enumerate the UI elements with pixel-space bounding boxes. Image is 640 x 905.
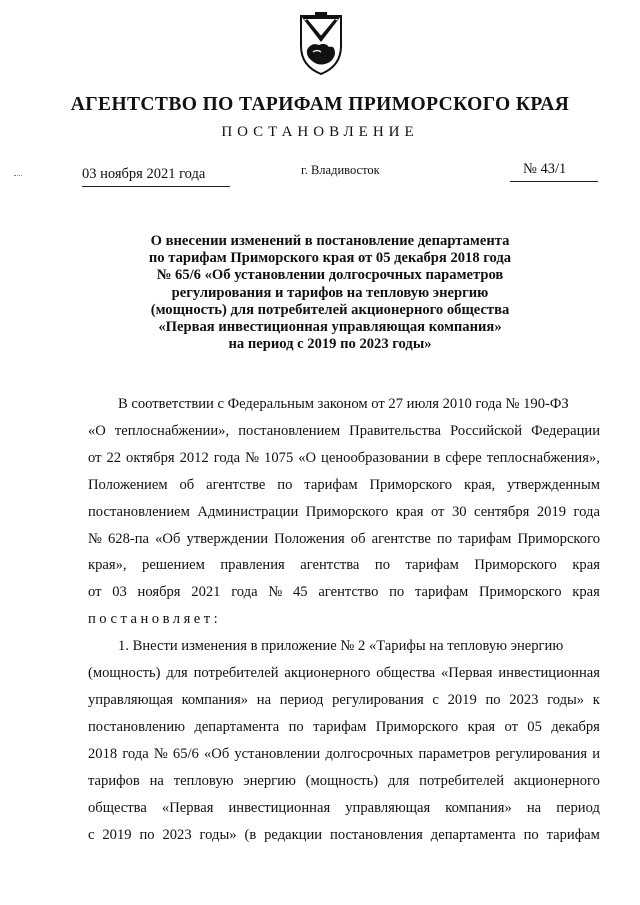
body-word: (мощность) <box>88 665 161 682</box>
body-line <box>88 660 600 687</box>
body-word: период <box>556 799 600 816</box>
number-underline <box>510 181 598 182</box>
body-word: параметров <box>418 745 491 762</box>
body-word: тарифов <box>88 772 140 789</box>
body-word: период <box>279 691 324 708</box>
title-line: «Первая инвестиционная управляющая компания» <box>158 319 502 336</box>
body-word: об <box>179 476 195 493</box>
body-word: декабря <box>551 718 600 735</box>
body-line: постановляет: <box>88 611 222 628</box>
body-word: инвестиционная <box>228 799 331 816</box>
date-underline <box>82 186 230 187</box>
body-word: Приморского <box>375 718 459 735</box>
body-word: 45 <box>293 584 308 601</box>
body-word: сентября <box>474 503 530 520</box>
body-word: «О <box>298 449 317 466</box>
body-word: тарифам <box>313 718 367 735</box>
body-word: № <box>268 584 283 601</box>
document-type: ПОСТАНОВЛЕНИЕ <box>221 124 419 140</box>
body-word: об <box>350 530 366 547</box>
body-word: по <box>523 826 539 843</box>
body-word: края, <box>463 476 496 493</box>
body-word: по <box>139 826 155 843</box>
body-line <box>88 472 600 499</box>
body-word: Приморского <box>479 584 562 601</box>
body-word: годы» <box>199 826 237 843</box>
body-word: регулирования <box>495 745 588 762</box>
body-word: сфере <box>445 449 482 466</box>
body-word: Федерации <box>531 422 600 439</box>
body-word: от <box>88 584 102 601</box>
body-word: агентстве <box>371 530 431 547</box>
body-word: на <box>526 799 542 816</box>
body-word: ноября <box>137 584 181 601</box>
body-word: (мощность) <box>305 772 379 789</box>
body-line <box>88 579 600 606</box>
body-word: регулирования <box>332 691 424 708</box>
body-word: по <box>436 530 453 547</box>
body-word: теплоснабжения», <box>486 449 600 466</box>
body-line <box>88 687 600 714</box>
body-word: «Об <box>155 530 181 547</box>
title-line: регулирования и тарифов на тепловую энергию <box>171 284 489 301</box>
body-word: тепловую <box>173 772 234 789</box>
body-word: ценообразовании <box>321 449 429 466</box>
body-word: компания» <box>445 799 512 816</box>
body-word: 2018 <box>88 745 118 762</box>
body-word: 22 <box>106 449 122 466</box>
body-word: годы» <box>547 691 585 708</box>
body-line <box>88 552 600 579</box>
body-word: 2023 <box>162 826 192 843</box>
body-word: агентство <box>318 584 379 601</box>
body-word: года <box>213 449 241 466</box>
body-word: на <box>256 691 272 708</box>
body-word: края <box>572 557 600 574</box>
body-word: постановлением <box>88 503 190 520</box>
body-word: по <box>485 691 501 708</box>
body-word: решением <box>142 557 205 574</box>
body-word: и <box>592 745 600 762</box>
body-word: по <box>288 718 304 735</box>
body-word: по <box>389 584 405 601</box>
body-word: департамента <box>430 826 516 843</box>
body-word: утвержденным <box>507 476 600 493</box>
coat-of-arms-icon <box>295 12 347 78</box>
body-word: компания» <box>181 691 249 708</box>
body-word: энергию <box>243 772 296 789</box>
title-line: (мощность) для потребителей акционерного общества <box>150 301 510 318</box>
title-line: О внесении изменений в постановление департамента <box>150 233 510 249</box>
body-word: Положением <box>88 476 168 493</box>
document-number: № 43/1 <box>523 161 567 177</box>
title-line: по тарифам Приморского края от 05 декабря 2018 года <box>148 250 512 267</box>
body-word: акционерного <box>284 665 371 682</box>
body-word: 2021 <box>191 584 221 601</box>
body-word: края <box>572 584 600 601</box>
document-date: 03 ноября 2021 года <box>82 166 206 182</box>
body-word: акционерного <box>513 772 600 789</box>
body-word: правления <box>220 557 285 574</box>
body-line <box>88 445 600 472</box>
body-line: В соответствии с Федеральным законом от 27 июля 2010 года № 190-ФЗ <box>118 396 569 412</box>
body-word: № <box>153 745 168 762</box>
title-line: № 65/6 «Об установлении долгосрочных параметров <box>156 267 504 284</box>
body-word: «Об <box>203 745 230 762</box>
body-word: тарифам <box>546 826 600 843</box>
document-title <box>130 233 530 353</box>
body-word: потребителей <box>419 772 505 789</box>
body-word: департамента <box>194 718 280 735</box>
body-word: «О <box>88 422 106 439</box>
body-word: 1075 <box>264 449 294 466</box>
body-word: управляющая <box>88 691 173 708</box>
body-word: Приморского <box>517 530 600 547</box>
body-word: 05 <box>527 718 542 735</box>
body-word: 2019 <box>102 826 132 843</box>
body-word: Положения <box>274 530 345 547</box>
body-line <box>88 768 600 795</box>
body-word: от <box>430 503 445 520</box>
body-line: 1. Внести изменения в приложение № 2 «Тарифы на тепловую энергию <box>118 638 564 655</box>
body-word: 2012 <box>179 449 209 466</box>
body-word: с <box>432 691 439 708</box>
body-line <box>88 499 600 526</box>
body-word: общества <box>88 799 147 816</box>
body-word: общества <box>376 665 436 682</box>
body-word: в <box>433 449 441 466</box>
body-word: от <box>88 449 102 466</box>
body-word: для <box>387 772 410 789</box>
body-line <box>88 418 600 445</box>
body-word: Приморского <box>305 503 389 520</box>
body-word: по <box>374 557 390 574</box>
body-word: года <box>231 584 258 601</box>
body-word: № <box>245 449 260 466</box>
body-word: от <box>504 718 518 735</box>
body-word: на <box>149 772 164 789</box>
body-word: к <box>592 691 600 708</box>
body-word: долгосрочных <box>325 745 414 762</box>
body-word: края», <box>88 557 127 574</box>
body-word: инвестиционная <box>498 665 600 682</box>
body-word: управляющая <box>345 799 431 816</box>
body-word: агентстве <box>206 476 266 493</box>
body-word: (в <box>244 826 257 843</box>
title-line: на период с 2019 по 2023 годы» <box>228 336 432 353</box>
body-word: года <box>122 745 149 762</box>
body-line <box>88 741 600 768</box>
body-word: 2019 <box>536 503 567 520</box>
body-line <box>88 795 600 822</box>
body-word: края <box>395 503 424 520</box>
agency-name: АГЕНТСТВО ПО ТАРИФАМ ПРИМОРСКОГО КРАЯ <box>70 94 570 115</box>
body-word: 03 <box>112 584 127 601</box>
body-word: редакции <box>264 826 323 843</box>
body-word: постановлением <box>238 422 341 439</box>
body-word: 628-па <box>108 530 150 547</box>
body-word: года <box>573 503 600 520</box>
body-word: 2019 <box>447 691 477 708</box>
body-word: по <box>277 476 293 493</box>
body-word: утверждении <box>186 530 269 547</box>
margin-mark <box>14 175 22 180</box>
body-word: октября <box>126 449 175 466</box>
body-word: для <box>166 665 188 682</box>
body-word: края <box>467 718 496 735</box>
body-word: Администрации <box>197 503 299 520</box>
body-word: 30 <box>451 503 467 520</box>
body-word: установлении <box>234 745 321 762</box>
body-word: Приморского <box>474 557 557 574</box>
body-word: с <box>88 826 95 843</box>
document-body <box>88 391 600 848</box>
body-line <box>88 714 600 741</box>
document-city: г. Владивосток <box>301 163 380 177</box>
body-word: «Первая <box>161 799 214 816</box>
body-word: тарифам <box>304 476 358 493</box>
body-word: тарифам <box>405 557 459 574</box>
body-word: тарифам <box>414 584 469 601</box>
body-word: тарифам <box>458 530 512 547</box>
body-line <box>88 822 600 849</box>
body-word: Приморского <box>369 476 453 493</box>
body-word: № <box>88 530 102 547</box>
body-word: потребителей <box>193 665 279 682</box>
body-word: постановления <box>330 826 423 843</box>
body-word: постановлению <box>88 718 186 735</box>
body-word: Российской <box>450 422 522 439</box>
body-word: 65/6 <box>172 745 199 762</box>
body-word: 2023 <box>509 691 539 708</box>
body-word: Правительства <box>349 422 441 439</box>
body-word: агентства <box>300 557 360 574</box>
body-word: теплоснабжении», <box>114 422 230 439</box>
body-line <box>88 526 600 553</box>
body-word: «Первая <box>440 665 493 682</box>
